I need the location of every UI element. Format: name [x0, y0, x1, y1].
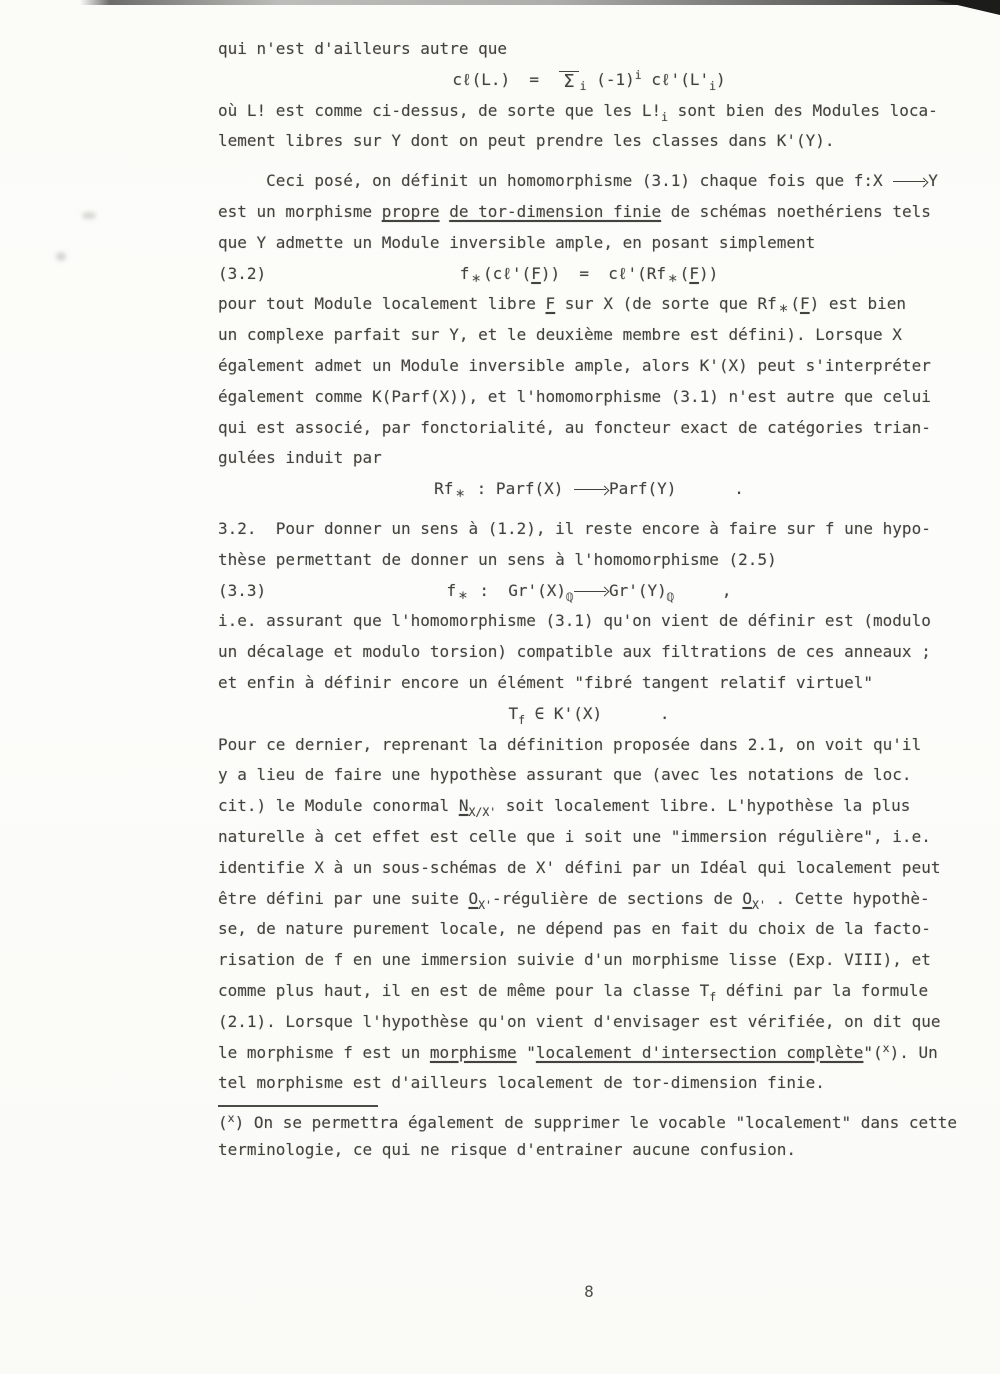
footnote-line: [218, 1136, 960, 1163]
text-line: [218, 228, 960, 259]
text-line: [218, 443, 960, 474]
subscript: ℚ: [666, 589, 674, 604]
text-line: [218, 976, 960, 1007]
lower-asterisk: *: [668, 270, 678, 290]
text-run: 3.2. Pour donner un sens à (1.2), il reste encore à faire sur f une hypo-: [218, 518, 931, 538]
underlined-text: de tor-dimension finie: [449, 201, 662, 221]
underlined-text: morphisme: [429, 1042, 517, 1062]
text-run: cit.) le Module conormal: [218, 796, 459, 816]
text-run: où L! est comme ci-dessus, de sorte que les L!: [218, 100, 662, 120]
text-run: (2.1). Lorsque l'hypothèse qu'on vient d'envisager est vérifiée, on dit que: [218, 1011, 941, 1031]
text-run: soit localement libre. L'hypothèse la plus: [496, 796, 911, 816]
text-run: qui est associé, par fonctorialité, au foncteur exact de catégories trian-: [218, 417, 931, 437]
text-block: [218, 34, 960, 1163]
text-run: ): [716, 69, 726, 89]
right-arrow: [573, 481, 609, 495]
subscript: X': [752, 897, 766, 912]
text-line: [218, 96, 960, 127]
text-run: -régulière de sections de: [491, 888, 743, 908]
text-line: [218, 822, 960, 853]
superscript: x: [227, 1111, 235, 1126]
text-run: risation de f en une immersion suivie d'un morphisme lisse (Exp. VIII), et: [218, 950, 931, 970]
underlined-text: F: [800, 294, 810, 314]
text-line: [218, 853, 960, 884]
text-run: pour tout Module localement libre: [218, 294, 546, 314]
underlined-text: F: [531, 263, 541, 283]
text-run: Gr'(Y): [609, 580, 667, 600]
text-line: [218, 1007, 960, 1038]
text-run: (-1): [586, 69, 635, 89]
text-run: T: [508, 703, 519, 723]
text-line: [218, 945, 960, 976]
text-run: f: [459, 263, 470, 283]
lower-asterisk: *: [455, 486, 466, 506]
text-line: [218, 914, 960, 945]
text-run: "(: [863, 1042, 883, 1062]
text-run: qui n'est d'ailleurs autre que: [218, 39, 507, 58]
text-run: . Cette hypothè-: [765, 888, 930, 908]
text-line: [218, 34, 960, 65]
footnote-line: [218, 1109, 960, 1136]
subscript: f: [518, 712, 526, 727]
text-run: est un morphisme: [218, 201, 382, 221]
text-run: gulées induit par: [218, 448, 382, 468]
text-run: ). Un: [889, 1042, 938, 1062]
formula-line: [218, 65, 960, 96]
text-run: lement libres sur Y dont on peut prendre les classes dans K'(Y).: [218, 131, 835, 151]
text-run: également admet un Module inversible ample, alors K'(X) peut s'interpréter: [218, 355, 931, 375]
text-line: [218, 606, 960, 637]
text-line: [218, 668, 960, 699]
text-run: (cℓ'(: [483, 263, 532, 283]
text-line: [218, 884, 960, 915]
text-line: [218, 126, 960, 157]
text-run: )): [698, 263, 719, 283]
text-run: également comme K(Parf(X)), et l'homomorphisme (3.1) n'est autre que celui: [218, 386, 931, 406]
text-run: Ceci posé, on définit un homomorphisme (3.1) chaque fois que f:X: [218, 171, 893, 191]
text-line: [218, 351, 960, 382]
subscript: X/X': [468, 805, 497, 820]
text-run: ": [516, 1042, 536, 1062]
text-run: (: [218, 1113, 228, 1133]
lower-asterisk: *: [471, 270, 482, 290]
subscript: i: [579, 78, 587, 93]
scan-edge-artifact: [0, 0, 1000, 5]
text-run: un décalage et modulo torsion) compatible aux filtrations de ces anneaux ;: [218, 642, 931, 662]
text-run: naturelle à cet effet est celle que i soit une "immersion régulière", i.e.: [218, 826, 931, 846]
text-run: y a lieu de faire une hypothèse assurant que (avec les notations de loc.: [218, 765, 912, 785]
superscript: i: [634, 67, 642, 82]
lower-asterisk: *: [778, 301, 789, 321]
text-line: [218, 637, 960, 668]
text-run: : Gr'(X): [469, 580, 567, 600]
text-run: Pour ce dernier, reprenant la définition proposée dans 2.1, on voit qu'il: [218, 734, 922, 754]
text-line: [218, 166, 960, 197]
text-line: [218, 413, 960, 444]
underlined-text: propre: [381, 201, 440, 221]
equation-label: (3.2): [218, 263, 267, 283]
text-run: (: [679, 263, 690, 283]
margin-smudge: [82, 212, 96, 219]
formula-line: [218, 259, 960, 290]
underlined-text: O: [742, 888, 753, 908]
text-run: identifie X à un sous-schémas de X' défini par un Idéal qui localement peut: [218, 857, 941, 877]
text-line: [218, 730, 960, 761]
text-run: de schémas noethériens tels: [661, 201, 931, 221]
superscript: x: [882, 1040, 890, 1055]
text-line: [218, 197, 960, 228]
right-arrow: [573, 583, 609, 597]
text-line: [218, 514, 960, 545]
text-run: se, de nature purement locale, ne dépend pas en fait du choix de la facto-: [218, 919, 931, 939]
text-line: [218, 791, 960, 822]
text-line: [218, 320, 960, 351]
text-run: cℓ(L.) =: [452, 69, 559, 89]
text-run: le morphisme f est un: [218, 1042, 430, 1062]
formula-line: [218, 699, 960, 730]
text-run: ) est bien: [809, 294, 906, 314]
text-run: que Y admette un Module inversible ample, en posant simplement: [218, 232, 816, 252]
text-run: sur X (de sorte que Rf: [555, 294, 777, 314]
subscript: ℚ: [566, 589, 573, 604]
text-run: Parf(Y) .: [609, 479, 744, 499]
text-run: terminologie, ce qui ne risque d'entrainer aucune confusion.: [218, 1140, 796, 1160]
formula-line: [218, 576, 960, 607]
lower-asterisk: *: [458, 587, 468, 607]
text-run: i.e. assurant que l'homomorphisme (3.1) qu'on vient de définir est (modulo: [218, 611, 931, 631]
text-run: : Parf(X): [467, 479, 573, 499]
subscript: X': [478, 897, 492, 912]
text-run: Y: [928, 171, 938, 191]
text-run: sont bien des Modules loca-: [668, 100, 938, 120]
subscript: f: [709, 989, 717, 1004]
text-run: Rf: [434, 479, 454, 499]
underlined-text: localement d'intersection complète: [535, 1042, 864, 1062]
formula-line: [218, 474, 960, 505]
right-arrow: [892, 173, 928, 187]
text-run: ) On se permettra également de supprimer le vocable "localement" dans cette: [234, 1113, 958, 1133]
text-run: comme plus haut, il en est de même pour la classe T: [218, 980, 710, 1000]
text-run: f: [446, 580, 457, 600]
text-run: thèse permettant de donner un sens à l'homomorphisme (2.5): [218, 549, 777, 569]
footnote-rule: [218, 1105, 378, 1107]
equation-label: (3.3): [218, 580, 267, 600]
text-run: (: [790, 294, 800, 314]
text-run: tel morphisme est d'ailleurs localement de tor-dimension finie.: [218, 1073, 825, 1093]
subscript: i: [661, 109, 669, 124]
margin-smudge: [56, 252, 66, 261]
text-line: [218, 545, 960, 576]
text-line: [218, 382, 960, 413]
subscript: i: [709, 78, 717, 93]
summation-sign: Σ: [559, 71, 578, 90]
text-line: [218, 1068, 960, 1099]
text-run: [440, 202, 450, 221]
text-run: un complexe parfait sur Y, et le deuxième membre est défini). Lorsque X: [218, 325, 902, 345]
text-line: [218, 289, 960, 320]
text-run: et enfin à définir encore un élément "fibré tangent relatif virtuel": [218, 672, 874, 692]
underlined-text: F: [689, 263, 699, 283]
text-run: défini par la formule: [716, 980, 929, 1000]
text-run: ,: [673, 580, 732, 600]
underlined-text: O: [468, 888, 479, 908]
text-run: cℓ'(L': [641, 69, 710, 89]
underlined-text: F: [545, 294, 556, 314]
underlined-text: N: [458, 796, 469, 816]
text-run: ∈ K'(X) .: [525, 703, 670, 723]
text-run: )) = cℓ'(Rf: [540, 263, 667, 283]
text-run: être défini par une suite: [218, 888, 469, 908]
page-number: 8: [584, 1282, 594, 1301]
text-line: [218, 1038, 960, 1069]
text-line: [218, 760, 960, 791]
